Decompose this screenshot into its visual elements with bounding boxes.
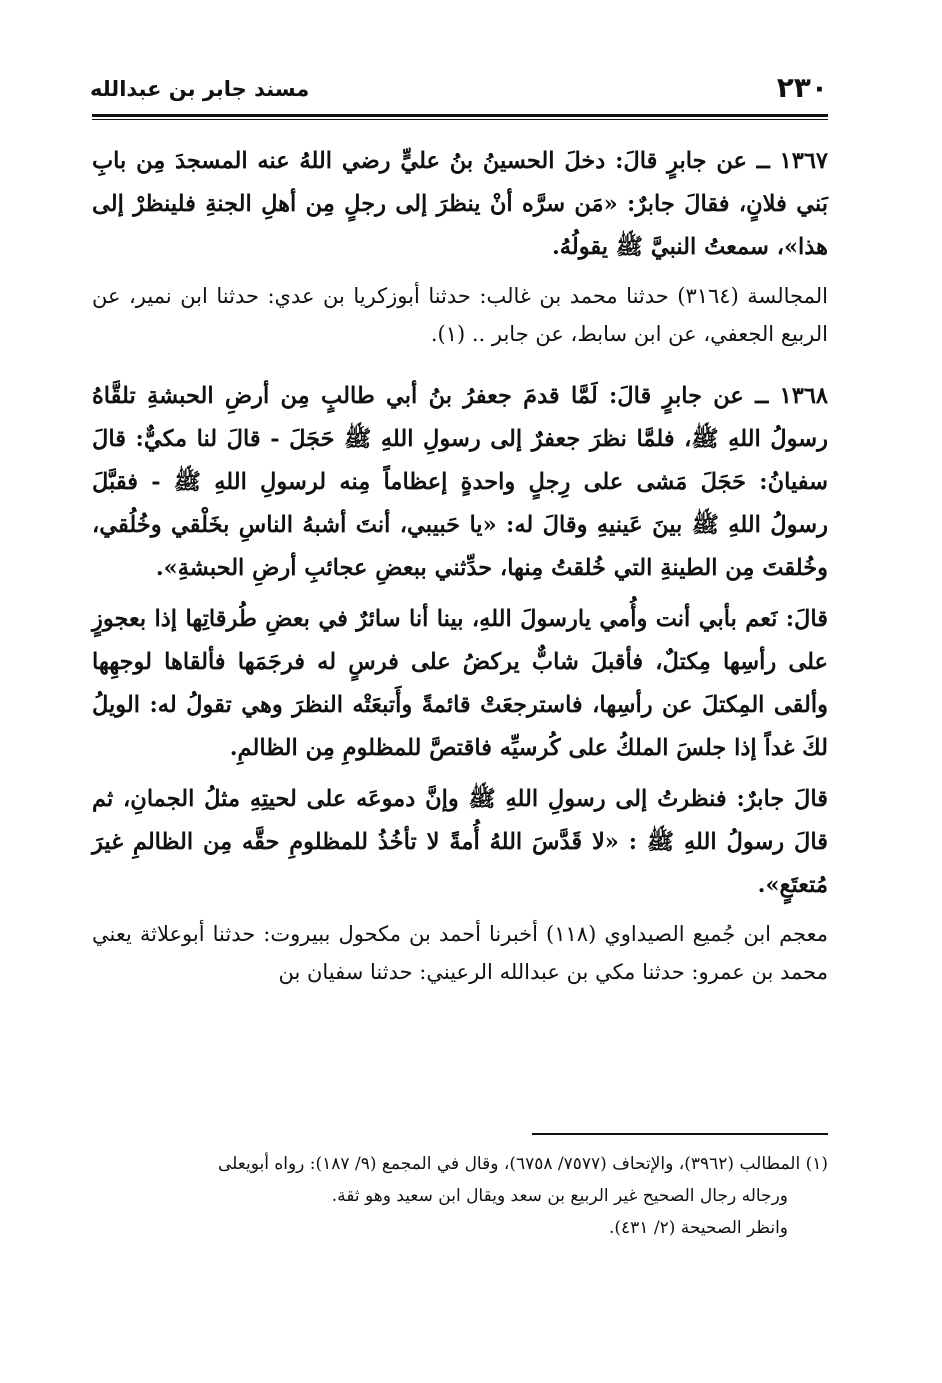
footnote-1-line-3: وانظر الصحيحة (٢/ ٤٣١). <box>609 1218 788 1238</box>
footnote-rule <box>532 1133 828 1135</box>
source-1368: معجم ابن جُميع الصيداوي (١١٨) أخبرنا أحمد بن مكحول ببيروت: حدثنا أبوعلاثة يعني محمد بن عمرو: حدثنا مكي بن عبدالله الرعيني: حدثنا سفيان بن <box>92 922 828 984</box>
main-text <box>92 140 828 991</box>
header-rule <box>92 114 828 117</box>
hadith-1367: ١٣٦٧ ــ عن جابرٍ قالَ: دخلَ الحسينُ بنُ عليٍّ رضي اللهُ عنه المسجدَ مِن بابِ بَني فلانٍ، فقالَ جابرٌ: «مَن سرَّه أنْ ينظرَ إلى رجلٍ مِن أهلِ الجنةِ فلينظرْ إلى هذا»، سمعتُ النبيَّ ﷺ يقولُهُ. <box>92 148 828 260</box>
paragraph-jabir: قالَ جابرٌ: فنظرتُ إلى رسولِ اللهِ ﷺ وإنَّ دموعَه على لحيتِهِ مثلُ الجمانِ، ثم قالَ رسولُ اللهِ ﷺ : «لا قَدَّسَ اللهُ أُمةً لا تأخُذُ للمظلومِ حقَّه مِن الظالمِ غيرَ مُتعتَعٍ». <box>92 786 828 898</box>
page-header <box>90 70 828 110</box>
footnote-1-line-1: (١) المطالب (٣٩٦٢)، والإتحاف (٧٥٧٧/ ٦٧٥٨)، وقال في المجمع (٩/ ١٨٧): رواه أبويعلى <box>217 1154 828 1174</box>
running-title: مسند جابر بن عبدالله <box>90 77 310 101</box>
header-rule-thin <box>92 119 828 120</box>
paragraph-qal: قالَ: نَعم بأبي أنت وأُمي يارسولَ اللهِ، بينا أنا سائرٌ في بعضِ طُرقاتِها إذا بعجوزٍ على رأسِها مِكتلٌ، فأقبلَ شابٌّ يركضُ على فرسٍ له فرجَمَها فألقاها لوجهِها وألقى المِكتلَ عن رأسِها، فاسترجعَتْ قائمةً وأَتبعَتْه النظرَ وهي تقولُ له: الويلُ لكَ غداً إذا جلسَ الملكُ على كُرسيِّه فاقتصَّ للمظلومِ مِن الظالمِ. <box>92 606 828 761</box>
page-number: ٢٣٠ <box>776 71 828 104</box>
hadith-1368: ١٣٦٨ ــ عن جابرٍ قالَ: لَمَّا قدمَ جعفرُ بنُ أبي طالبٍ مِن أرضِ الحبشةِ تلقَّاهُ رسولُ اللهِ ﷺ، فلمَّا نظرَ جعفرٌ إلى رسولِ اللهِ ﷺ حَجَلَ - قالَ لنا مكيٌّ: قالَ سفيانُ: حَجَلَ مَشى على رِجلٍ واحدةٍ إعظاماً مِنه لرسولِ اللهِ ﷺ - فقبَّلَ رسولُ اللهِ ﷺ بينَ عَينيهِ وقالَ له: «يا حَبيبي، أنتَ أشبهُ الناسِ بخَلْقي وخُلُقي، وخُلقتَ مِن الطينةِ التي خُلقتُ مِنها، حدِّثني ببعضِ عجائبِ أرضِ الحبشةِ». <box>92 383 828 581</box>
footnotes <box>92 1148 828 1244</box>
source-1367: المجالسة (٣١٦٤) حدثنا محمد بن غالب: حدثنا أبوزكريا بن عدي: حدثنا ابن نمير، عن الربيع الجعفي، عن ابن سابط، عن جابر .. (١). <box>92 284 828 346</box>
footnote-1-line-2: ورجاله رجال الصحيح غير الربيع بن سعد ويقال ابن سعيد وهو ثقة. <box>331 1186 788 1206</box>
